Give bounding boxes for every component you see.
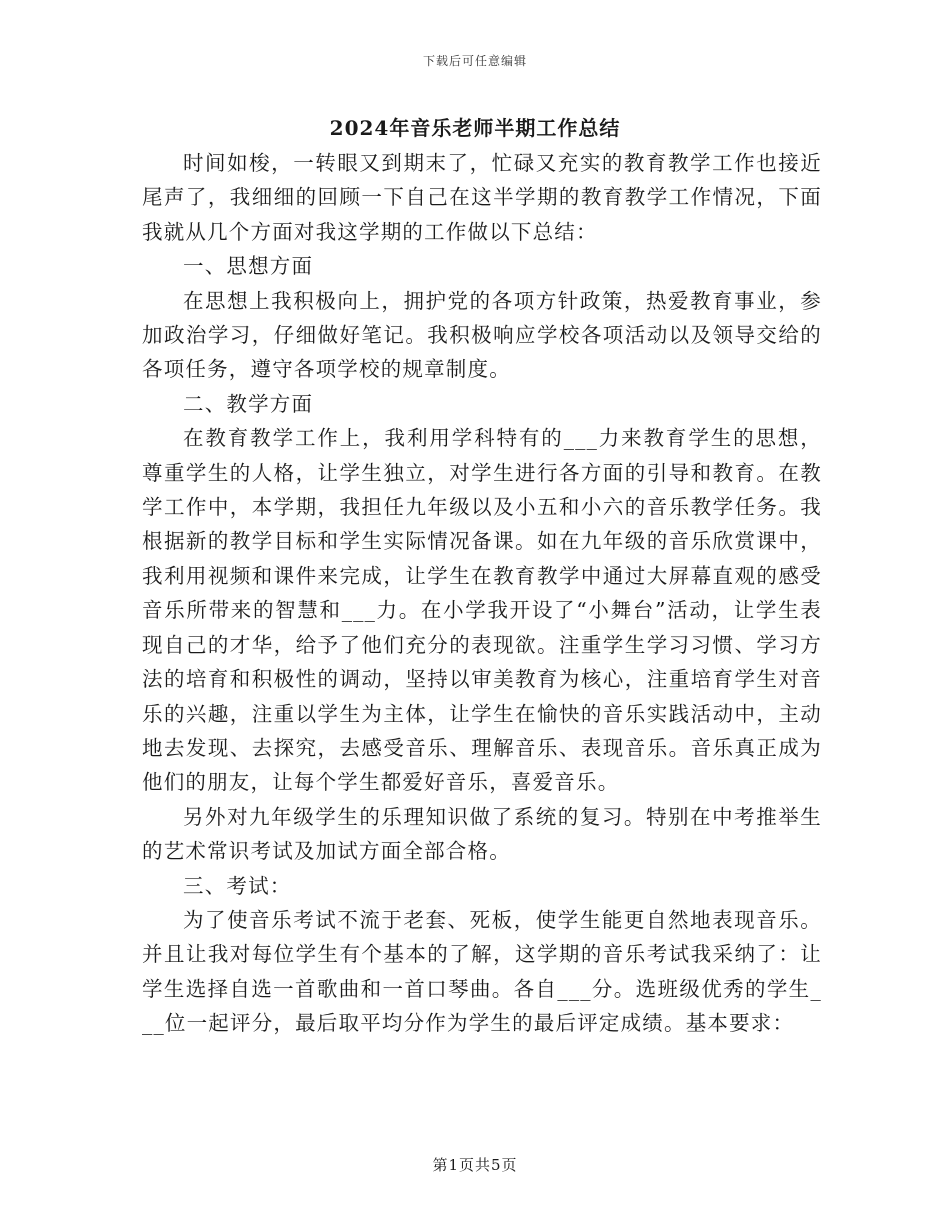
section-heading-exam: 三、考试： [183, 873, 292, 898]
paragraph-exam: 为了使音乐考试不流于老套、死板，使学生能更自然地表现音乐。并且让我对每位学生有个基本的了解，这学期的音乐考试我采纳了：让学生选择自选一首歌曲和一首口琴曲。各自___分。选班级优秀的学生___位一起评分，最后取平均分作为学生的最后评定成绩。基本要求： [142, 907, 822, 1036]
paragraph-intro: 时间如梭，一转眼又到期末了，忙碌又充实的教育教学工作也接近尾声了，我细细的回顾一下自己在这半学期的教育教学工作情况，下面我就从几个方面对我这学期的工作做以下总结： [142, 151, 822, 244]
paragraph-teaching: 在教育教学工作上，我利用学科特有的___力来教育学生的思想，尊重学生的人格，让学生独立，对学生进行各方面的引导和教育。在教学工作中，本学期，我担任九年级以及小五和小六的音乐教学任务。我根据新的教学目标和学生实际情况备课。如在九年级的音乐欣赏课中，我利用视频和课件来完成，让学生在教育教学中通过大屏幕直观的感受音乐所带来的智慧和___力。在小学我开设了“小舞台”活动，让学生表现自己的才华，给予了他们充分的表现欲。注重学生学习习惯、学习方法的培育和积极性的调动，坚持以审美教育为核心，注重培育学生对音乐的兴趣，注重以学生为主体，让学生在愉快的音乐实践活动中，主动地去发现、去探究，去感受音乐、理解音乐、表现音乐。音乐真正成为他们的朋友，让每个学生都爱好音乐，喜爱音乐。 [142, 426, 822, 795]
document-title: 2024年音乐老师半期工作总结 [329, 116, 621, 140]
header-note: 下载后可任意编辑 [422, 54, 527, 68]
page-indicator: 第1页共5页 [432, 1156, 518, 1174]
section-heading-teaching: 二、教学方面 [183, 391, 314, 416]
section-heading-thought: 一、思想方面 [183, 254, 314, 279]
document-body [142, 146, 822, 1041]
paragraph-review: 另外对九年级学生的乐理知识做了系统的复习。特别在中考推举生的艺术常识考试及加试方面全部合格。 [142, 804, 822, 864]
paragraph-thought: 在思想上我积极向上，拥护党的各项方针政策，热爱教育事业，参加政治学习，仔细做好笔记。我积极响应学校各项活动以及领导交给的各项任务，遵守各项学校的规章制度。 [142, 288, 822, 382]
